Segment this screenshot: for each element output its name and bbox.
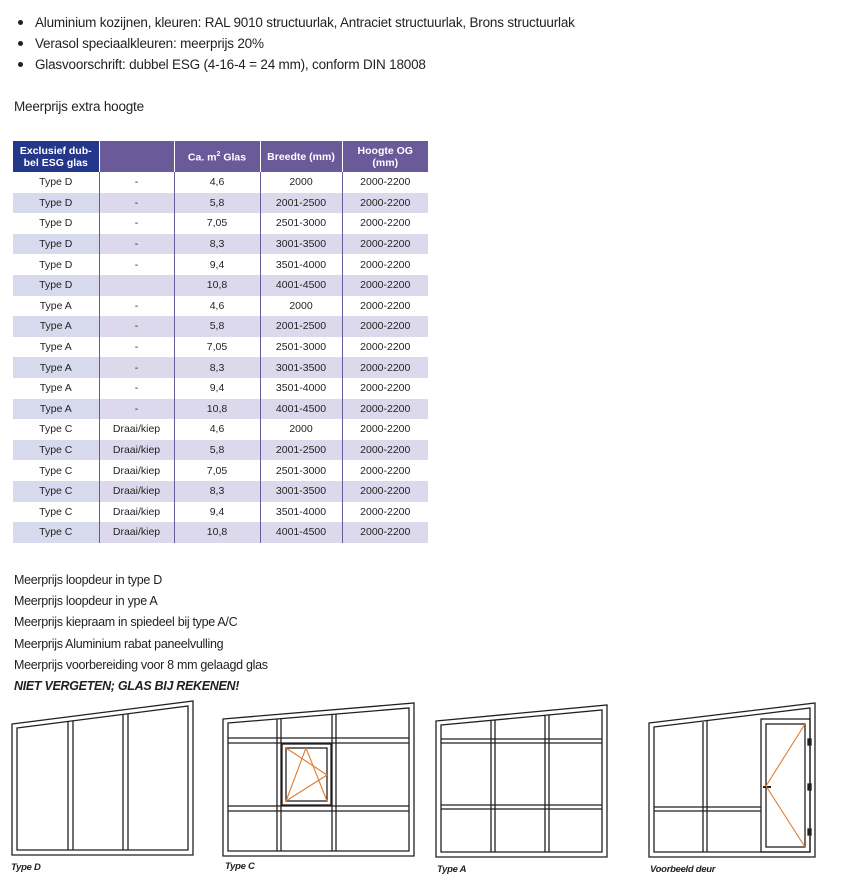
table-row bbox=[13, 213, 428, 234]
cell-opening: Draai/kiep bbox=[99, 419, 174, 440]
cell-glass-area: 5,8 bbox=[174, 316, 260, 337]
cell-width: 2501-3000 bbox=[260, 460, 342, 481]
diagram-example-door bbox=[645, 699, 825, 861]
cell-width: 2001-2500 bbox=[260, 316, 342, 337]
cell-width: 4001-4500 bbox=[260, 399, 342, 420]
table-row bbox=[13, 440, 428, 461]
table-row bbox=[13, 337, 428, 358]
diagram-type-a bbox=[432, 701, 612, 861]
diagram-type-d bbox=[8, 697, 198, 859]
cell-opening: - bbox=[99, 234, 174, 255]
cell-type: Type D bbox=[13, 234, 99, 255]
cell-opening: Draai/kiep bbox=[99, 502, 174, 523]
cell-type: Type A bbox=[13, 296, 99, 317]
cell-width: 2501-3000 bbox=[260, 213, 342, 234]
cell-width: 3501-4000 bbox=[260, 254, 342, 275]
section-title: Meerprijs extra hoogte bbox=[14, 99, 144, 114]
cell-glass-area: 9,4 bbox=[174, 502, 260, 523]
caption-type-c: Type C bbox=[225, 861, 255, 872]
note-item: Meerprijs loopdeur in type D bbox=[14, 573, 162, 587]
cell-type: Type D bbox=[13, 193, 99, 214]
table-row bbox=[13, 481, 428, 502]
cell-glass-area: 4,6 bbox=[174, 172, 260, 193]
cell-width: 3501-4000 bbox=[260, 502, 342, 523]
table-row bbox=[13, 193, 428, 214]
header-glass-area: Ca. $m^2$ Glas bbox=[174, 141, 260, 172]
cell-opening: - bbox=[99, 337, 174, 358]
cell-height: 2000-2200 bbox=[342, 481, 428, 502]
cell-opening: - bbox=[99, 193, 174, 214]
spec-item-glass: Glasvoorschrift: dubbel ESG (4-16-4 = 24 mm), conform DIN 18008 bbox=[14, 54, 575, 75]
cell-glass-area: 10,8 bbox=[174, 522, 260, 543]
cell-height: 2000-2200 bbox=[342, 234, 428, 255]
note-item: Meerprijs kiepraam in spiedeel bij type A/C bbox=[14, 615, 238, 630]
cell-width: 2501-3000 bbox=[260, 337, 342, 358]
header-type: Exclusief dub-bel ESG glas bbox=[13, 141, 99, 172]
spec-list bbox=[14, 12, 575, 75]
cell-type: Type C bbox=[13, 502, 99, 523]
table-row bbox=[13, 234, 428, 255]
cell-type: Type A bbox=[13, 337, 99, 358]
cell-height: 2000-2200 bbox=[342, 357, 428, 378]
cell-glass-area: 10,8 bbox=[174, 399, 260, 420]
cell-height: 2000-2200 bbox=[342, 193, 428, 214]
header-height: Hoogte OG (mm) bbox=[342, 141, 428, 172]
spec-item-colors: Aluminium kozijnen, kleuren: RAL 9010 structuurlak, Antraciet structuurlak, Brons structuurlak bbox=[14, 12, 575, 33]
cell-glass-area: 9,4 bbox=[174, 378, 260, 399]
cell-width: 2001-2500 bbox=[260, 193, 342, 214]
cell-height: 2000-2200 bbox=[342, 440, 428, 461]
diagram-type-c bbox=[219, 699, 419, 859]
cell-width: 2000 bbox=[260, 172, 342, 193]
header-width: Breedte (mm) bbox=[260, 141, 342, 172]
cell-type: Type A bbox=[13, 399, 99, 420]
table-row bbox=[13, 254, 428, 275]
cell-opening: - bbox=[99, 357, 174, 378]
cell-width: 3501-4000 bbox=[260, 378, 342, 399]
cell-height: 2000-2200 bbox=[360, 423, 411, 436]
cell-opening bbox=[99, 275, 174, 296]
note-item: Meerprijs loopdeur in ype A bbox=[14, 594, 158, 609]
cell-glass-area: 7,05 bbox=[174, 337, 260, 358]
cell-glass-area: 9,4 bbox=[174, 254, 260, 275]
cell-type: Type D bbox=[13, 213, 99, 234]
cell-height: 2000-2200 bbox=[342, 399, 428, 420]
price-table bbox=[13, 141, 428, 543]
table-row bbox=[13, 378, 428, 399]
cell-width: 4001-4500 bbox=[260, 275, 342, 296]
cell-type: Type D bbox=[13, 254, 99, 275]
cell-glass-area: 8,3 bbox=[174, 357, 260, 378]
note-item: Meerprijs voorbereiding voor 8 mm gelaagd glas bbox=[14, 657, 268, 672]
cell-height: 2000-2200 bbox=[360, 505, 411, 518]
cell-glass-area: 4,6 bbox=[174, 419, 260, 440]
cell-type: Type A bbox=[13, 378, 99, 399]
spec-item-special-colors: Verasol speciaalkleuren: meerprijs 20% bbox=[14, 33, 575, 54]
glass-warning: NIET VERGETEN; GLAS BIJ REKENEN! bbox=[14, 679, 240, 694]
cell-width: 4001-4500 bbox=[260, 522, 342, 543]
cell-type: Type C bbox=[13, 419, 99, 440]
cell-glass-area: 8,3 bbox=[174, 481, 260, 502]
cell-height: 2000-2200 bbox=[360, 299, 411, 312]
cell-glass-area: 4,6 bbox=[174, 296, 260, 317]
table-header-row bbox=[13, 141, 428, 172]
cell-opening: - bbox=[99, 296, 174, 317]
table-row bbox=[13, 460, 428, 481]
cell-height: 2000-2200 bbox=[342, 316, 428, 337]
cell-glass-area: 7,05 bbox=[174, 213, 260, 234]
cell-height: 2000-2200 bbox=[360, 176, 411, 189]
cell-opening: Draai/kiep bbox=[99, 460, 174, 481]
cell-opening: - bbox=[99, 213, 174, 234]
cell-opening: - bbox=[99, 378, 174, 399]
cell-height: 2000-2200 bbox=[360, 382, 411, 395]
surcharge-notes bbox=[14, 570, 268, 697]
table-row bbox=[13, 172, 428, 193]
note-item: Meerprijs Aluminium rabat paneelvulling bbox=[14, 636, 224, 651]
cell-height: 2000-2200 bbox=[360, 258, 411, 271]
cell-height: 2000-2200 bbox=[360, 217, 411, 230]
cell-width: 2001-2500 bbox=[260, 440, 342, 461]
header-opening bbox=[99, 141, 174, 172]
cell-opening: - bbox=[99, 254, 174, 275]
cell-opening: - bbox=[99, 399, 174, 420]
table-row bbox=[13, 522, 428, 543]
cell-type: Type A bbox=[13, 357, 99, 378]
cell-opening: Draai/kiep bbox=[99, 481, 174, 502]
table-row bbox=[13, 316, 428, 337]
caption-type-a: Type A bbox=[437, 864, 467, 875]
table-row bbox=[13, 296, 428, 317]
cell-type: Type C bbox=[13, 522, 99, 543]
cell-opening: Draai/kiep bbox=[99, 522, 174, 543]
cell-height: 2000-2200 bbox=[342, 275, 428, 296]
table-row bbox=[13, 275, 428, 296]
cell-opening: - bbox=[99, 172, 174, 193]
cell-width: 2000 bbox=[260, 296, 342, 317]
caption-type-d: Type D bbox=[11, 862, 41, 873]
cell-glass-area: 10,8 bbox=[174, 275, 260, 296]
cell-type: Type A bbox=[13, 316, 99, 337]
cell-width: 3001-3500 bbox=[260, 481, 342, 502]
cell-type: Type D bbox=[13, 275, 99, 296]
cell-width: 2000 bbox=[260, 419, 342, 440]
cell-height: 2000-2200 bbox=[360, 341, 411, 354]
cell-type: Type C bbox=[13, 440, 99, 461]
table-row bbox=[13, 502, 428, 523]
cell-height: 2000-2200 bbox=[342, 522, 428, 543]
table-row bbox=[13, 419, 428, 440]
cell-type: Type D bbox=[13, 172, 99, 193]
cell-glass-area: 5,8 bbox=[174, 193, 260, 214]
table-row bbox=[13, 357, 428, 378]
cell-type: Type C bbox=[13, 460, 99, 481]
table-row bbox=[13, 399, 428, 420]
cell-width: 3001-3500 bbox=[260, 357, 342, 378]
cell-opening: Draai/kiep bbox=[99, 440, 174, 461]
cell-width: 3001-3500 bbox=[260, 234, 342, 255]
cell-opening: - bbox=[99, 316, 174, 337]
cell-glass-area: 7,05 bbox=[174, 460, 260, 481]
caption-example-door: Voorbeeld deur bbox=[650, 864, 716, 875]
cell-type: Type C bbox=[13, 481, 99, 502]
cell-height: 2000-2200 bbox=[360, 464, 411, 477]
cell-glass-area: 5,8 bbox=[174, 440, 260, 461]
cell-glass-area: 8,3 bbox=[174, 234, 260, 255]
